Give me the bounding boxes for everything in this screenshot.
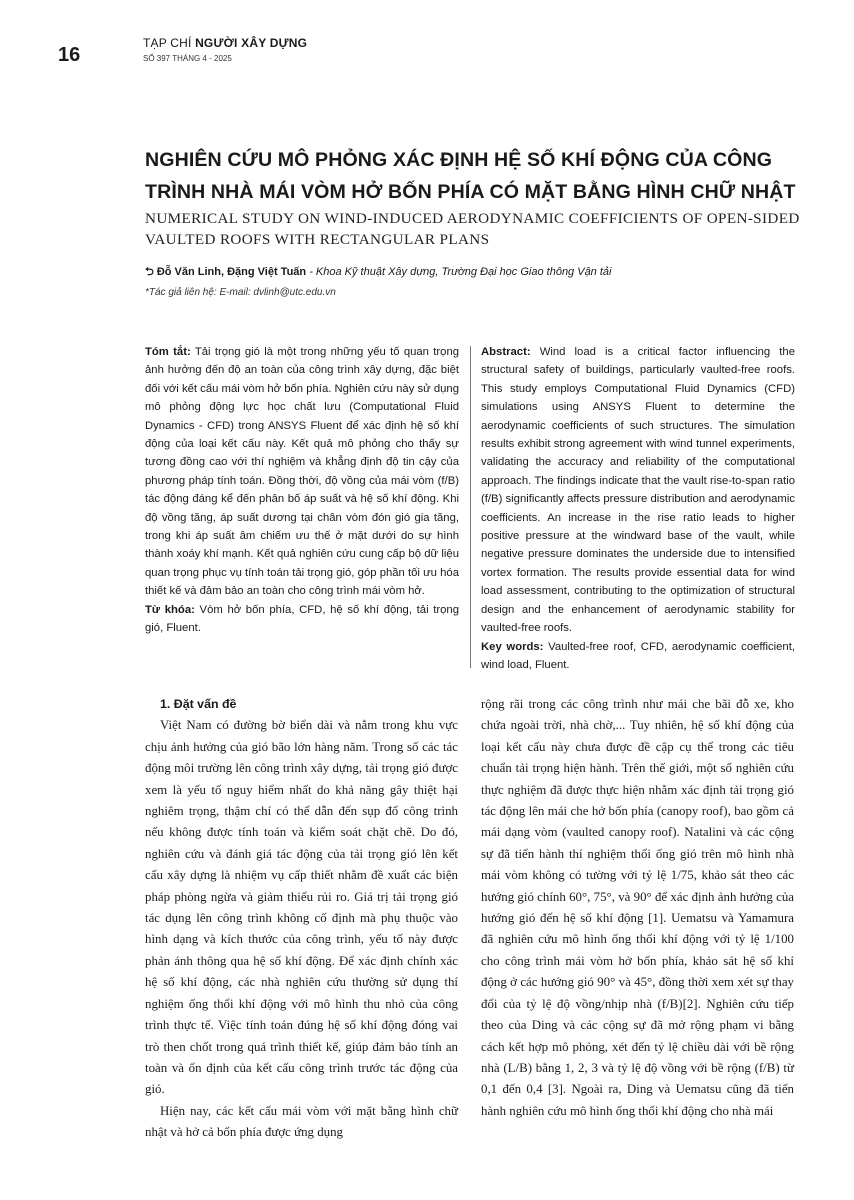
author-line — [145, 263, 611, 282]
keywords-en — [481, 638, 795, 675]
body-paragraph-2-continued: rộng rãi trong các công trình như mái che bãi đỗ xe, kho chứa ngoài trời, nhà chờ,... Tuy nhiên, hệ số khí động của loại kết cấu này chưa được đề cập cụ thể trong các tiêu chuẩn tải trọng hiện hành. Trên thế giới, một số nghiên cứu thực nghiệm đã được thực hiện nhằm xác định tải trọng gió tác động lên mái che hở bốn phía (canopy roof), bao gồm cả mái dạng vòm (vaulted canopy roof). Natalini và các cộng sự đã tiến hành thí nghiệm thổi ống gió trên mô hình nhà mái vòm không có tường với tỷ lệ 1/75, khảo sát theo các hướng gió chính 60°, 75°, và 90° để xác định ảnh hưởng của hướng gió đến hệ số khí động [1]. Uematsu và Yamamura đã nghiên cứu mô hình ống thổi khí động với tỷ lệ 1/100 cho công trình mái vòm hở bốn phía, khảo sát hệ số khí động ở các hướng gió 90° và 45°, đồng thời xem xét sự thay đổi của tỷ lệ độ vồng/nhịp nhà (f/B)[2]. Nghiên cứu tiếp theo của Ding và các cộng sự đã mở rộng phạm vi bằng cách kết hợp mô phỏng, xét đến tỷ lệ chiều dài với bề rộng nhà (L/B) bằng 1, 2, 3 và tỷ lệ độ vồng với bề rộng (f/B) từ 0,1 đến 0,4 [3]. Ngoài ra, Ding và Uematsu cũng đã tiến hành nghiên cứu mô hình ống thổi khí động cho nhà mái — [481, 697, 794, 1118]
abstract-en-text — [481, 343, 795, 638]
page-number: 16 — [58, 44, 81, 66]
body-paragraph-2-start: Hiện nay, các kết cấu mái vòm với mặt bằng hình chữ nhật và hở cả bốn phía được ứng dụng — [145, 1103, 458, 1140]
keywords-vi-label: Từ khóa: — [145, 603, 195, 616]
author-affiliation: - Khoa Kỹ thuật Xây dựng, Trường Đại học Giao thông Vận tải — [306, 266, 612, 278]
abstract-vi-label: Tóm tắt: — [145, 346, 191, 358]
journal-title: NGƯỜI XÂY DỰNG — [195, 36, 308, 50]
keywords-vi — [145, 601, 459, 638]
author-names: Đỗ Văn Linh, Đặng Việt Tuấn — [156, 266, 307, 278]
abstract-vi-text — [145, 343, 459, 601]
issue-info: SỐ 397 THÁNG 4 - 2025 — [143, 54, 232, 63]
corresponding-contact: *Tác giả liên hệ: E-mail: dvlinh@utc.edu.vn — [145, 287, 336, 298]
body-paragraph-1: Việt Nam có đường bờ biển dài và nằm trong khu vực chịu ảnh hưởng của gió bão lớn hàng năm. Trong số các tác động môi trường lên công trình xây dựng, tải trọng gió được xem là yếu tố nguy hiểm nhất do khả năng gây thiệt hại nghiêm trọng, thậm chí có thể dẫn đến sụp đổ công trình nếu không được tính toán và kiểm soát chặt chẽ. Do đó, nghiên cứu và đánh giá tác động của tải trọng gió lên kết cấu xây dựng là nhiệm vụ cấp thiết nhằm đề xuất các biện pháp phòng ngừa và giảm thiểu rủi ro. Giá trị tải trọng gió tác dụng lên công trình không cố định mà phụ thuộc vào hình dạng và kích thước của công trình, yếu tố này được phản ánh thông qua hệ số khí động. Để xác định chính xác hệ số khí động, các nhà nghiên cứu thường sử dụng thí nghiệm ống thổi khí động với mô hình thu nhỏ của công trình thực tế. Việc tính toán đúng hệ số khí động đóng vai trò then chốt trong quá trình thiết kế, giúp đảm bảo tính an toàn và ổn định của kết cấu công trình trước tác động của gió. — [145, 718, 458, 1097]
keywords-en-label: Key words: — [481, 640, 544, 653]
body-column-right — [481, 694, 794, 1122]
keywords-vi-list: Vòm hở bốn phía, CFD, hệ số khí động, tải trọng gió, Fluent. — [145, 603, 459, 635]
column-divider — [470, 346, 471, 668]
abstract-en — [481, 343, 795, 674]
keywords-en-list: Vaulted-free roof, CFD, aerodynamic coefficient, wind load, Fluent. — [481, 640, 795, 671]
article-title-en: NUMERICAL STUDY ON WIND-INDUCED AERODYNAMIC COEFFICIENTS OF OPEN-SIDED VAULTED ROOFS WITH RECTANGULAR PLANS — [145, 210, 800, 248]
abstract-vi-body: Tải trọng gió là một trong những yếu tố quan trọng ảnh hưởng đến độ an toàn của công trình xây dựng, đặc biệt đối với kết cấu mái vòm hở bốn phía. Nghiên cứu này sử dụng mô phỏng động lực học chất lưu (Computational Fluid Dynamics - CFD) trong ANSYS Fluent để xác định hệ số khí động của loại kết cấu này. Kết quả mô phỏng cho thấy sự tương đồng cao với thí nghiệm và khẳng định độ tin cậy của phương pháp tính toán. Đồng thời, độ vồng của mái vòm (f/B) tác động đáng kể đến phân bố áp suất và hệ số khí động. Khi độ vồng tăng, áp suất dương tại chân vòm đón gió gia tăng, trong khi áp suất âm chiếm ưu thế ở mặt dưới do sự hình thành xoáy khí mạnh. Kết quả nghiên cứu cung cấp bộ dữ liệu quan trọng phục vụ tính toán tải trọng gió, góp phần tối ưu hóa thiết kế và đảm bảo an toàn cho công trình mái vòm hở. — [145, 346, 460, 598]
body-column-left — [145, 694, 458, 1144]
return-arrow-icon: ⮌ — [145, 266, 154, 278]
abstract-en-body: Wind load is a critical factor influencing the structural safety of buildings, particularly vaulted-free roofs. This study employs Computational Fluid Dynamics (CFD) simulations using ANSYS Fluent to determine the aerodynamic coefficients of such structures. The simulation results exhibit strong agreement with wind tunnel experiments, validating the accuracy and reliability of the computational approach. The findings indicate that the vault rise-to-span ratio (f/B) significantly affects pressure distribution and aerodynamic coefficients. An increase in the rise ratio leads to higher positive pressure at the windward base of the vault, while negative pressure dominates the underside due to intensified vortex formation. The results provide essential data for wind load assessment, contributing to the optimization of structural design and the enhancement of aerodynamic stability for vaulted-free roofs. — [481, 346, 795, 635]
journal-prefix: TẠP CHÍ — [143, 36, 196, 50]
abstract-vi — [145, 343, 459, 638]
abstract-en-label: Abstract: — [481, 346, 531, 358]
article-title-vi: NGHIÊN CỨU MÔ PHỎNG XÁC ĐỊNH HỆ SỐ KHÍ ĐỘNG CỦA CÔNG TRÌNH NHÀ MÁI VÒM HỞ BỐN PHÍA CÓ MẶT BẰNG HÌNH CHỮ NHẬT — [145, 149, 796, 203]
section-heading: 1. Đặt vấn đề — [160, 697, 237, 711]
journal-name — [143, 36, 307, 50]
